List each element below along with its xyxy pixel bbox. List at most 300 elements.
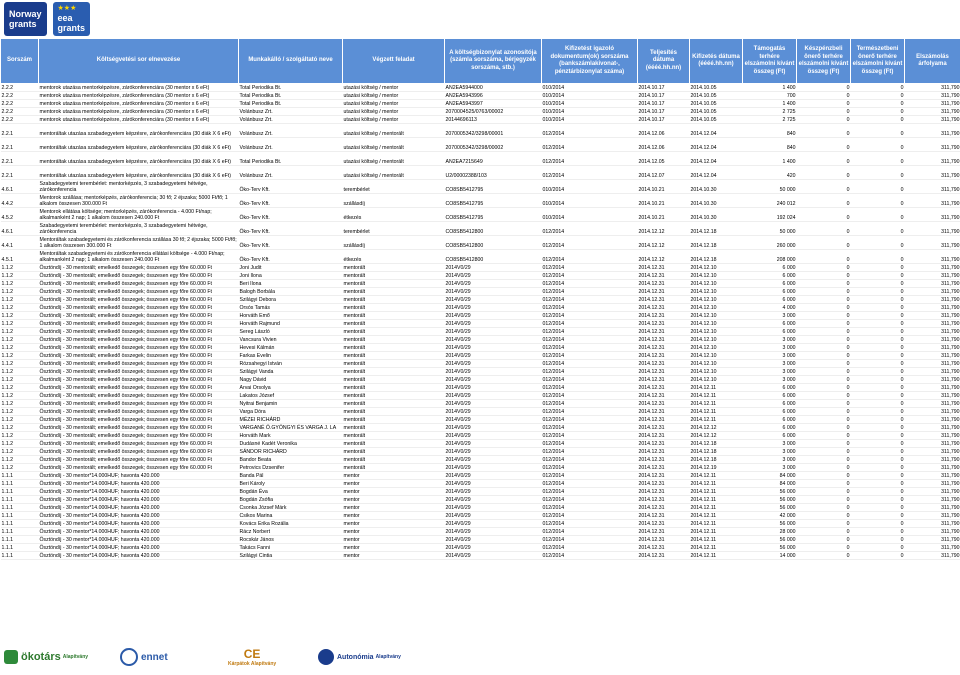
cell-completion-date: 2014.12.31 [638,304,690,312]
cell-payment-date: 2014.12.12 [690,424,743,432]
cell-payment-date: 2014.10.05 [690,100,743,108]
cell-completion-date: 2014.12.31 [638,504,690,512]
cell-budget-line: Ösztöndíj - 30 mentor*14.000HUF; havonta 420.000 [39,512,239,520]
cell-exchange-rate: 311,790 [905,194,960,208]
cell-grant-amount: 260 000 [743,236,797,250]
cell-payment-doc: 012/2014 [542,296,638,304]
cell-task: mentorált [343,328,445,336]
cell-serial: 2.2.1 [1,152,39,166]
autonomia-logo-text: Autonómia [337,653,374,661]
table-row [1,552,960,560]
cell-grant-amount: 56 000 [743,544,797,552]
cell-payment-doc: 012/2014 [542,152,638,166]
cell-budget-line: Ösztöndíj - 30 mentorált; emelkedő összegek; összesen egy főre 60.000 Ft [39,448,239,456]
cell-completion-date: 2014.12.31 [638,272,690,280]
cell-grant-amount: 6 000 [743,400,797,408]
table-row [1,360,960,368]
table-row [1,496,960,504]
cell-cash-own: 0 [797,304,851,312]
cell-grant-amount: 840 [743,138,797,152]
cell-document-id: 2014V0/29 [445,392,542,400]
cell-provider: Volánbusz Zrt. [239,166,343,180]
cell-task: terembérlet [343,222,445,236]
table-row [1,304,960,312]
cell-document-id: 2014V0/29 [445,448,542,456]
cell-payment-date: 2014.12.10 [690,264,743,272]
cell-document-id: 2070004525/0763/00002 [445,108,542,116]
cell-cash-own: 0 [797,288,851,296]
cell-grant-amount: 6 000 [743,280,797,288]
cell-document-id: AN2EA5944000 [445,84,542,92]
cell-completion-date: 2014.12.31 [638,528,690,536]
cell-document-id: 2014V0/29 [445,352,542,360]
cell-grant-amount: 6 000 [743,392,797,400]
cell-budget-line: Ösztöndíj - 30 mentor*14.000HUF; havonta 420.000 [39,528,239,536]
cell-inkind-own: 0 [851,416,905,424]
cell-cash-own: 0 [797,440,851,448]
cell-budget-line: Ösztöndíj - 30 mentorált; emelkedő összegek; összesen egy főre 60.000 Ft [39,416,239,424]
cell-completion-date: 2014.12.31 [638,416,690,424]
cell-provider: SÁNDOR RICHÁRD [239,448,343,456]
cell-payment-doc: 012/2014 [542,544,638,552]
cell-cash-own: 0 [797,464,851,472]
cell-completion-date: 2014.12.31 [638,488,690,496]
cell-task: mentor [343,504,445,512]
table-row [1,280,960,288]
cell-payment-doc: 012/2014 [542,250,638,264]
cell-exchange-rate: 311,790 [905,138,960,152]
cell-payment-date: 2014.10.05 [690,116,743,124]
cell-payment-date: 2014.12.18 [690,222,743,236]
cell-task: mentorált [343,336,445,344]
cell-task: utazási költség / mentorált [343,152,445,166]
cell-completion-date: 2014.12.31 [638,352,690,360]
cell-inkind-own: 0 [851,376,905,384]
cell-cash-own: 0 [797,528,851,536]
cell-payment-doc: 012/2014 [542,222,638,236]
cell-cash-own: 0 [797,124,851,138]
cell-payment-doc: 010/2014 [542,180,638,194]
cell-budget-line: Mentoráltak szabadegyetemi és zárókonferencia ellátási költsége - 4.000 Ft/nap; alkalmanként 2 nap; 1 alkalom összesen 240.000 Ft [39,250,239,264]
cell-exchange-rate: 311,790 [905,448,960,456]
cell-payment-doc: 012/2014 [542,352,638,360]
cell-exchange-rate: 311,790 [905,280,960,288]
cell-task: utazási költség / mentor [343,100,445,108]
cell-inkind-own: 0 [851,528,905,536]
okotars-icon [4,650,18,664]
cell-serial: 1.1.2 [1,392,39,400]
norway-grants-logo [4,2,47,36]
cell-serial: 1.1.2 [1,400,39,408]
cell-cash-own: 0 [797,166,851,180]
cell-completion-date: 2014.12.31 [638,384,690,392]
cell-completion-date: 2014.12.31 [638,472,690,480]
cell-payment-doc: 012/2014 [542,488,638,496]
cell-payment-date: 2014.12.04 [690,152,743,166]
cell-serial: 1.1.2 [1,320,39,328]
table-row [1,272,960,280]
cell-cash-own: 0 [797,320,851,328]
cell-serial: 1.1.2 [1,384,39,392]
table-row [1,528,960,536]
cell-payment-date: 2014.12.10 [690,304,743,312]
cell-document-id: 2014V0/29 [445,320,542,328]
table-row [1,264,960,272]
cell-grant-amount: 3 000 [743,368,797,376]
cell-grant-amount: 56 000 [743,496,797,504]
cell-budget-line: Ösztöndíj - 30 mentor*14.000HUF; havonta 420.000 [39,496,239,504]
cell-inkind-own: 0 [851,208,905,222]
cell-exchange-rate: 311,790 [905,392,960,400]
cell-payment-doc: 012/2014 [542,360,638,368]
cell-budget-line: Ösztöndíj - 30 mentorált; emelkedő összegek; összesen egy főre 60.000 Ft [39,440,239,448]
cell-budget-line: Ösztöndíj - 30 mentorált; emelkedő összegek; összesen egy főre 60.000 Ft [39,408,239,416]
cell-document-id: 2014V0/29 [445,336,542,344]
cell-provider: Öko-Terv Kft. [239,222,343,236]
cell-inkind-own: 0 [851,392,905,400]
cell-completion-date: 2014.12.31 [638,480,690,488]
cell-task: mentorált [343,464,445,472]
cell-provider: Joni Judit [239,264,343,272]
cell-inkind-own: 0 [851,312,905,320]
cell-exchange-rate: 311,790 [905,552,960,560]
table-row [1,92,960,100]
cell-budget-line: Ösztöndíj - 30 mentorált; emelkedő összegek; összesen egy főre 60.000 Ft [39,320,239,328]
cell-completion-date: 2014.12.31 [638,544,690,552]
cell-budget-line: Ösztöndíj - 30 mentor*14.000HUF; havonta 420.000 [39,544,239,552]
table-row [1,432,960,440]
cell-inkind-own: 0 [851,488,905,496]
table-row [1,400,960,408]
cell-provider: Varga Dóra [239,408,343,416]
cell-completion-date: 2014.12.06 [638,138,690,152]
cell-inkind-own: 0 [851,116,905,124]
footer-logos [0,642,960,674]
cell-task: mentorált [343,448,445,456]
cell-provider: Öko-Terv Kft. [239,250,343,264]
cell-inkind-own: 0 [851,124,905,138]
cell-payment-doc: 010/2014 [542,194,638,208]
cell-task: terembérlet [343,180,445,194]
cell-payment-doc: 012/2014 [542,456,638,464]
cell-payment-date: 2014.12.11 [690,472,743,480]
cell-payment-doc: 012/2014 [542,400,638,408]
cell-exchange-rate: 311,790 [905,544,960,552]
cell-grant-amount: 6 000 [743,328,797,336]
cell-cash-own: 0 [797,456,851,464]
cell-task: mentorált [343,376,445,384]
cell-document-id: 2014V0/29 [445,280,542,288]
cell-payment-date: 2014.12.11 [690,536,743,544]
cell-payment-doc: 012/2014 [542,320,638,328]
cell-budget-line: mentorok utazása mentorképzésre, zárókonferenciára (30 mentor x 6 eFt) [39,116,239,124]
cell-payment-date: 2014.12.11 [690,408,743,416]
cell-completion-date: 2014.10.21 [638,194,690,208]
cell-payment-date: 2014.12.11 [690,488,743,496]
cell-inkind-own: 0 [851,92,905,100]
cell-exchange-rate: 311,790 [905,328,960,336]
cell-provider: Horváth Emő [239,312,343,320]
ennet-icon [120,648,138,666]
cell-provider: Szilágyi Cintia [239,552,343,560]
cell-serial: 1.1.2 [1,464,39,472]
table-row [1,384,960,392]
cell-payment-doc: 012/2014 [542,512,638,520]
table-row [1,336,960,344]
cell-payment-date: 2014.12.11 [690,520,743,528]
cell-budget-line: mentorok utazása mentorképzésre, zárókonferenciára (30 mentor x 6 eFt) [39,108,239,116]
cell-completion-date: 2014.12.31 [638,400,690,408]
cell-payment-date: 2014.12.11 [690,528,743,536]
cell-exchange-rate: 311,790 [905,84,960,92]
cell-budget-line: Ösztöndíj - 30 mentorált; emelkedő összegek; összesen egy főre 60.000 Ft [39,384,239,392]
cell-payment-date: 2014.12.19 [690,464,743,472]
cell-payment-date: 2014.12.12 [690,432,743,440]
cell-cash-own: 0 [797,116,851,124]
cell-payment-doc: 012/2014 [542,464,638,472]
cell-inkind-own: 0 [851,448,905,456]
cell-serial: 1.1.2 [1,296,39,304]
cell-budget-line: Ösztöndíj - 30 mentorált; emelkedő összegek; összesen egy főre 60.000 Ft [39,456,239,464]
cell-serial: 2.2.2 [1,108,39,116]
cell-budget-line: Ösztöndíj - 30 mentorált; emelkedő összegek; összesen egy főre 60.000 Ft [39,336,239,344]
cell-serial: 1.1.2 [1,408,39,416]
cell-task: utazási költség / mentor [343,92,445,100]
cell-payment-doc: 012/2014 [542,480,638,488]
cell-exchange-rate: 311,790 [905,408,960,416]
cell-cash-own: 0 [797,448,851,456]
cell-budget-line: mentorok utazása mentorképzésre, zárókonferenciára (30 mentor x 6 eFt) [39,100,239,108]
cell-serial: 2.2.2 [1,116,39,124]
cell-serial: 1.1.2 [1,328,39,336]
cell-provider: Rózsahegyi István [239,360,343,368]
cell-completion-date: 2014.12.31 [638,552,690,560]
cell-inkind-own: 0 [851,536,905,544]
cell-cash-own: 0 [797,552,851,560]
cell-exchange-rate: 311,790 [905,488,960,496]
cell-payment-doc: 012/2014 [542,496,638,504]
okotars-logo [4,644,88,670]
cell-payment-doc: 012/2014 [542,416,638,424]
cell-inkind-own: 0 [851,194,905,208]
cell-inkind-own: 0 [851,280,905,288]
cell-document-id: 2014V0/29 [445,288,542,296]
cell-exchange-rate: 311,790 [905,166,960,180]
cell-document-id: 2014V0/29 [445,504,542,512]
cell-payment-date: 2014.12.10 [690,336,743,344]
cell-inkind-own: 0 [851,288,905,296]
cell-completion-date: 2014.12.31 [638,408,690,416]
cell-document-id: 2014V0/29 [445,424,542,432]
cell-document-id: 2014V0/29 [445,272,542,280]
cell-grant-amount: 3 000 [743,448,797,456]
cell-task: mentor [343,520,445,528]
cell-completion-date: 2014.12.05 [638,152,690,166]
cell-task: étkezés [343,250,445,264]
cell-exchange-rate: 311,790 [905,456,960,464]
cell-serial: 1.1.2 [1,272,39,280]
cell-budget-line: Ösztöndíj - 30 mentor*14.000HUF; havonta 420.000 [39,480,239,488]
cell-grant-amount: 4 000 [743,304,797,312]
cell-budget-line: Ösztöndíj - 30 mentorált; emelkedő összegek; összesen egy főre 60.000 Ft [39,352,239,360]
cell-payment-date: 2014.12.11 [690,480,743,488]
cell-grant-amount: 50 000 [743,180,797,194]
eea-grants-logo-line1: eea [57,13,73,23]
cell-budget-line: mentoráltak utazása szabadegyetem képzésre, zárókonferenciára (30 diák X 6 eFt) [39,138,239,152]
cell-document-id: 2014V0/29 [445,464,542,472]
cell-inkind-own: 0 [851,456,905,464]
cell-inkind-own: 0 [851,552,905,560]
cell-inkind-own: 0 [851,222,905,236]
cell-document-id: 2014V0/29 [445,400,542,408]
cell-budget-line: Ösztöndíj - 30 mentor*14.000HUF; havonta 420.000 [39,552,239,560]
cell-document-id: 2014V0/29 [445,456,542,464]
cell-inkind-own: 0 [851,264,905,272]
cell-serial: 1.1.1 [1,480,39,488]
cell-exchange-rate: 311,790 [905,472,960,480]
cell-grant-amount: 3 000 [743,456,797,464]
table-row [1,520,960,528]
cell-document-id: 2014V0/29 [445,440,542,448]
cell-payment-date: 2014.12.04 [690,124,743,138]
cell-document-id: 2014V0/29 [445,264,542,272]
cell-exchange-rate: 311,790 [905,250,960,264]
cell-task: mentorált [343,424,445,432]
cell-serial: 2.2.1 [1,138,39,152]
cell-task: mentor [343,496,445,504]
cell-budget-line: Ösztöndíj - 30 mentorált; emelkedő összegek; összesen egy főre 60.000 Ft [39,400,239,408]
cell-exchange-rate: 311,790 [905,376,960,384]
cell-cash-own: 0 [797,250,851,264]
cell-task: mentorált [343,368,445,376]
cell-inkind-own: 0 [851,344,905,352]
table-row [1,320,960,328]
cell-provider: Total Periodika Bt. [239,92,343,100]
table-row [1,472,960,480]
cell-inkind-own: 0 [851,384,905,392]
cell-budget-line: Ösztöndíj - 30 mentorált; emelkedő összegek; összesen egy főre 60.000 Ft [39,264,239,272]
cell-budget-line: Ösztöndíj - 30 mentorált; emelkedő összegek; összesen egy főre 60.000 Ft [39,392,239,400]
cell-document-id: 2014V0/29 [445,312,542,320]
table-row [1,464,960,472]
cell-task: mentorált [343,432,445,440]
cell-document-id: CO8SB5412795 [445,208,542,222]
cell-payment-date: 2014.12.18 [690,236,743,250]
ennet-logo-text: ennet [141,651,168,663]
cell-inkind-own: 0 [851,320,905,328]
cell-exchange-rate: 311,790 [905,92,960,100]
cell-payment-date: 2014.12.10 [690,368,743,376]
cell-provider: Csikos Marina [239,512,343,520]
cell-payment-date: 2014.10.30 [690,208,743,222]
cell-provider: Vancsura Vivien [239,336,343,344]
cell-serial: 2.2.2 [1,92,39,100]
cell-payment-date: 2014.12.18 [690,456,743,464]
cell-completion-date: 2014.10.21 [638,208,690,222]
cell-grant-amount: 1 400 [743,100,797,108]
cell-task: mentor [343,528,445,536]
cell-payment-doc: 012/2014 [542,504,638,512]
cell-completion-date: 2014.12.31 [638,320,690,328]
cell-cash-own: 0 [797,376,851,384]
table-header-row [1,39,960,84]
cell-task: mentor [343,472,445,480]
cell-budget-line: Ösztöndíj - 30 mentorált; emelkedő összegek; összesen egy főre 60.000 Ft [39,464,239,472]
autonomia-logo [318,644,401,670]
cell-task: mentorált [343,400,445,408]
cell-grant-amount: 14 000 [743,552,797,560]
cell-inkind-own: 0 [851,408,905,416]
header-cash-own: Készpénzbeli önerő terhére elszámolni kívánt összeg (Ft) [797,39,851,84]
cell-exchange-rate: 311,790 [905,520,960,528]
cell-document-id: 2014V0/29 [445,376,542,384]
cell-cash-own: 0 [797,504,851,512]
cell-completion-date: 2014.10.17 [638,100,690,108]
cell-serial: 1.1.2 [1,440,39,448]
cell-payment-date: 2014.10.30 [690,194,743,208]
cell-provider: Hevesi Kálmán [239,344,343,352]
cell-payment-doc: 012/2014 [542,384,638,392]
header-completion-date: Teljesítés dátuma (éééé.hh.nn) [638,39,690,84]
cell-task: mentorált [343,304,445,312]
autonomia-logo-subtext: Alapítvány [375,654,401,660]
cell-task: utazási költség / mentor [343,84,445,92]
table-row [1,344,960,352]
cell-task: mentor [343,544,445,552]
cell-task: mentorált [343,312,445,320]
cell-budget-line: mentoráltak utazása szabadegyetem képzésre, zárókonferenciára (30 diák X 6 eFt) [39,152,239,166]
cell-grant-amount: 84 000 [743,472,797,480]
cell-task: mentor [343,512,445,520]
cell-exchange-rate: 311,790 [905,116,960,124]
table-row [1,504,960,512]
cell-document-id: 2014V0/29 [445,304,542,312]
cell-payment-date: 2014.12.18 [690,448,743,456]
cell-exchange-rate: 311,790 [905,272,960,280]
cell-payment-date: 2014.12.11 [690,544,743,552]
cell-cash-own: 0 [797,520,851,528]
cell-cash-own: 0 [797,352,851,360]
cell-document-id: 2014V0/29 [445,416,542,424]
cell-grant-amount: 3 000 [743,440,797,448]
cell-provider: Öko-Terv Kft. [239,194,343,208]
cell-serial: 2.2.2 [1,100,39,108]
cell-document-id: 2014V0/29 [445,512,542,520]
cell-cash-own: 0 [797,312,851,320]
cell-inkind-own: 0 [851,250,905,264]
header-serial: Sorszám [1,39,39,84]
cell-cash-own: 0 [797,512,851,520]
cell-budget-line: Ösztöndíj - 30 mentorált; emelkedő összegek; összesen egy főre 60.000 Ft [39,296,239,304]
cell-grant-amount: 3 000 [743,376,797,384]
cell-payment-doc: 012/2014 [542,124,638,138]
cell-task: mentorált [343,288,445,296]
cell-budget-line: Ösztöndíj - 30 mentorált; emelkedő összegek; összesen egy főre 60.000 Ft [39,344,239,352]
cell-serial: 4.5.2 [1,208,39,222]
cell-cash-own: 0 [797,536,851,544]
cell-payment-doc: 012/2014 [542,304,638,312]
cell-exchange-rate: 311,790 [905,236,960,250]
cell-completion-date: 2014.12.12 [638,250,690,264]
cell-provider: Total Periodika Bt. [239,152,343,166]
cell-grant-amount: 6 000 [743,416,797,424]
cell-completion-date: 2014.10.17 [638,108,690,116]
cell-exchange-rate: 311,790 [905,180,960,194]
cell-cash-own: 0 [797,496,851,504]
cell-serial: 1.1.2 [1,416,39,424]
cell-cash-own: 0 [797,472,851,480]
cell-document-id: 2014V0/29 [445,536,542,544]
